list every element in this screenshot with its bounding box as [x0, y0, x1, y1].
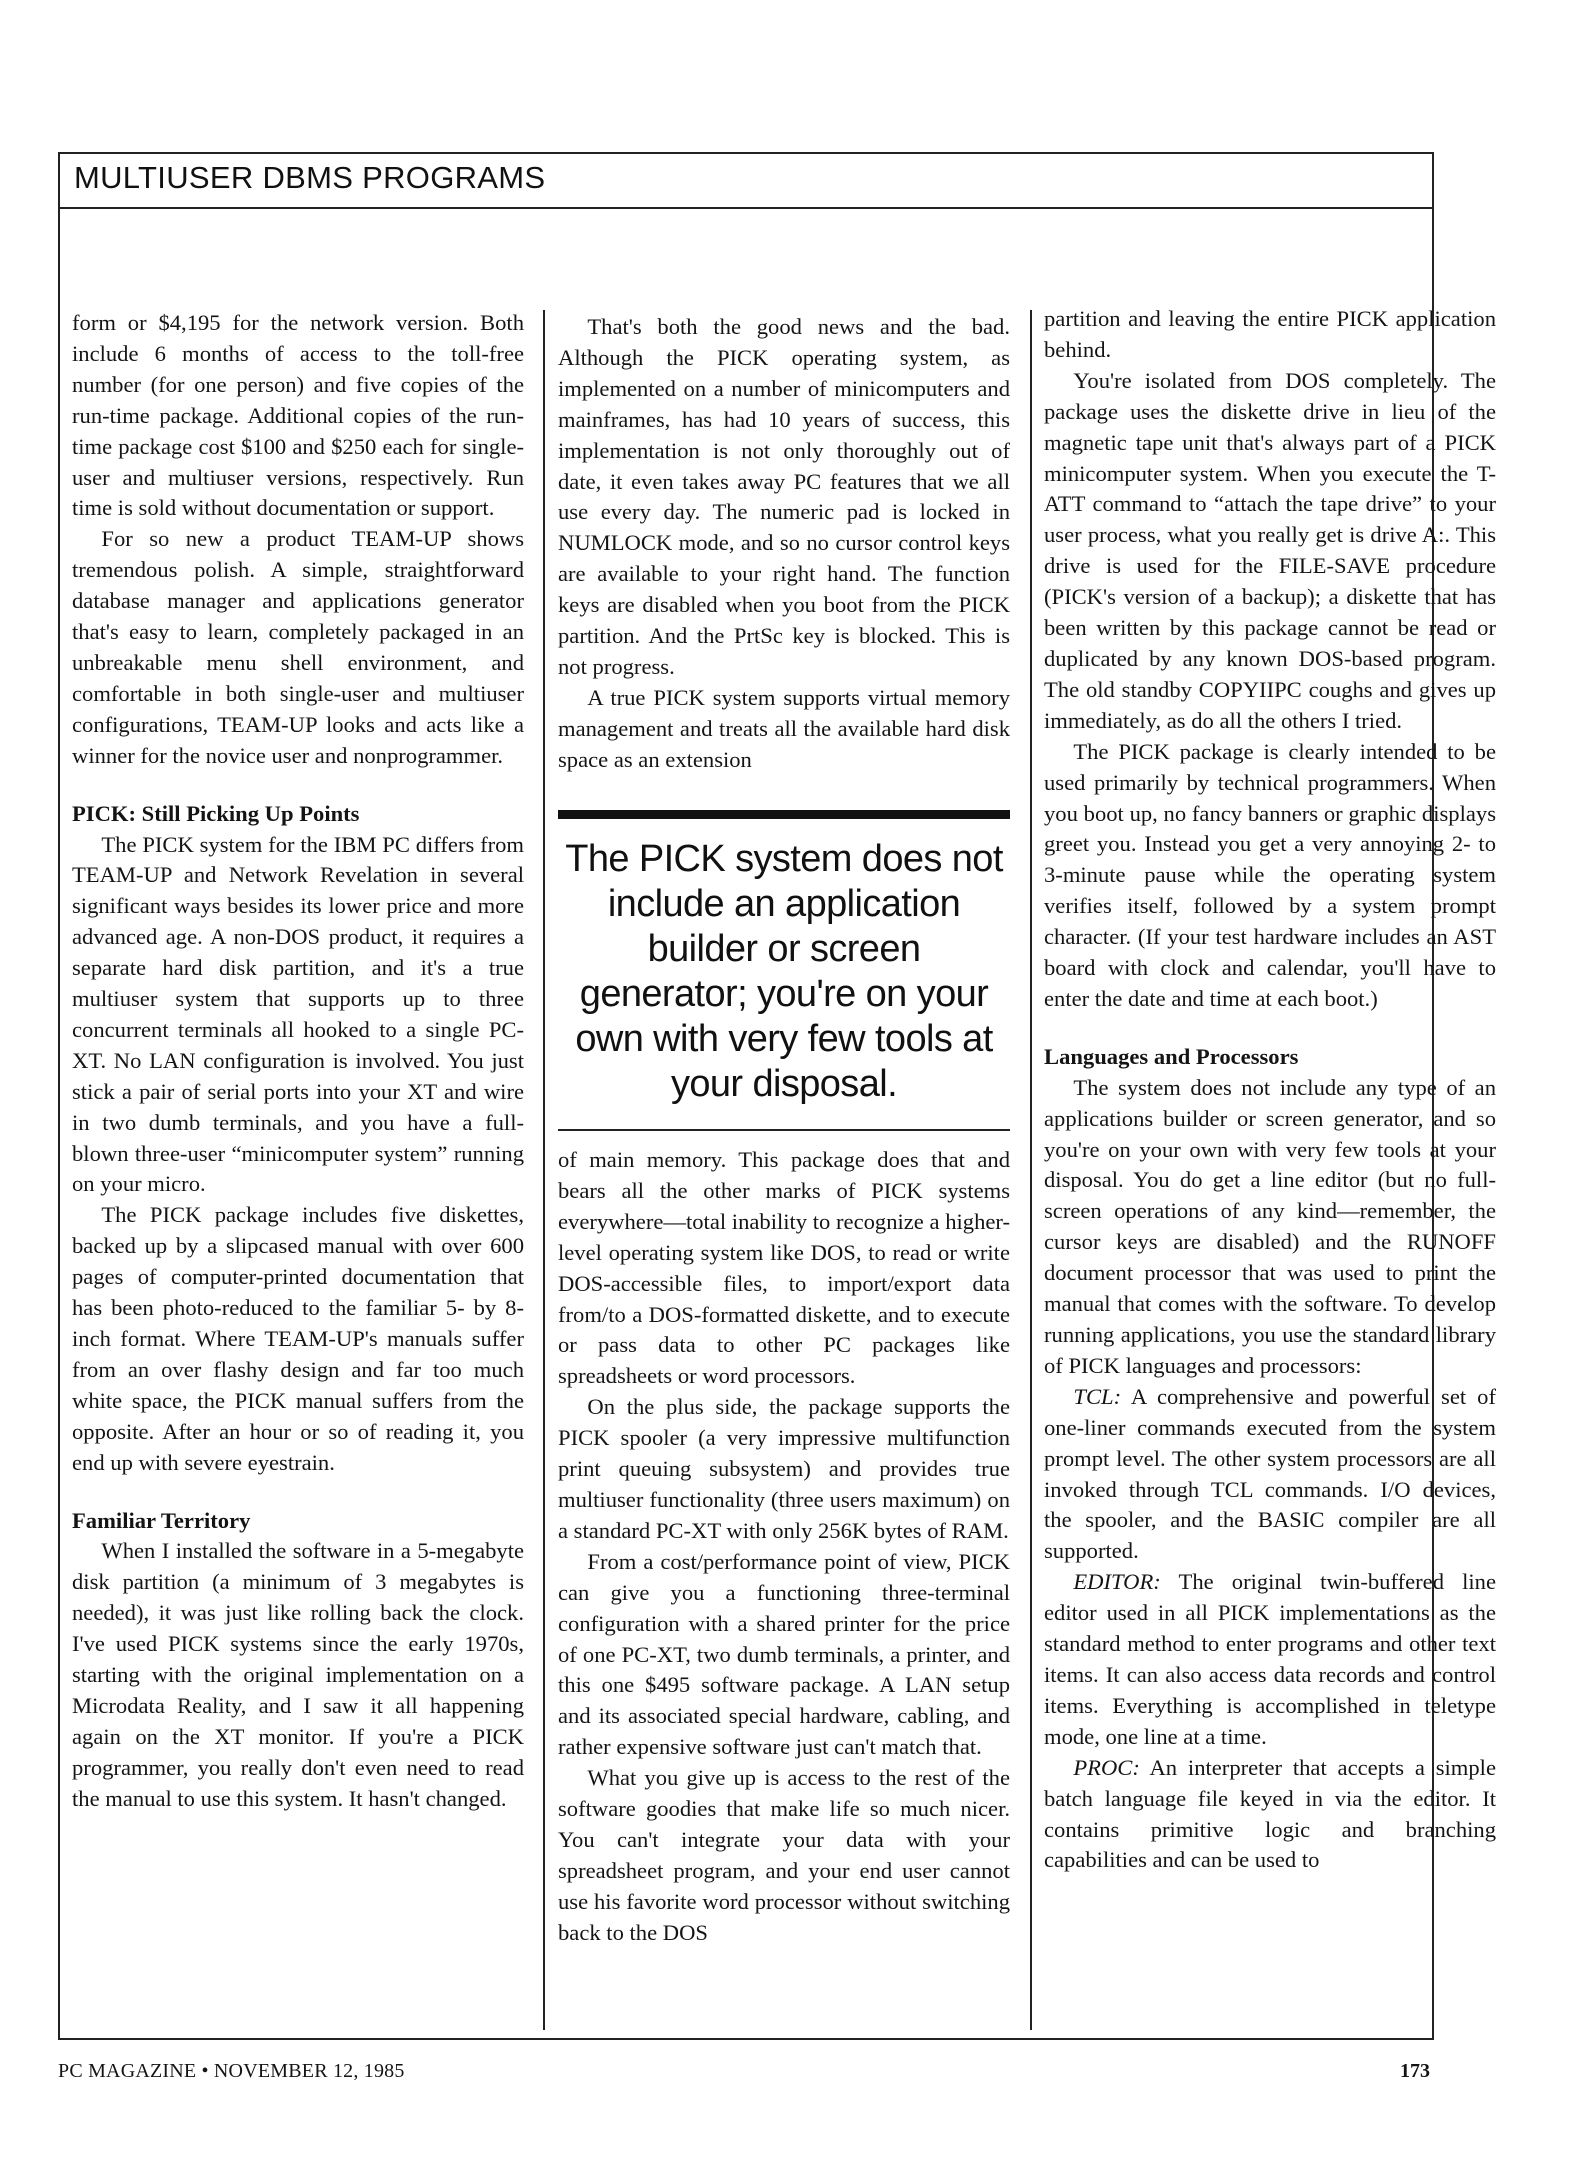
subheading-familiar-territory: Familiar Territory: [72, 1507, 251, 1533]
paragraph: The PICK package includes five diskettes, backed up by a slipcased manual with over 600 pages of computer-printed documentation that has been photo-reduced to the familiar 5- by 8-inch format. Where TEAM-UP's manuals suffer from an over flashy design and far too much white space, the PICK manual suffers from the opposite. After an hour or so of reading it, you end up with severe eyestrain.: [72, 1202, 524, 1475]
paragraph: On the plus side, the package supports the PICK spooler (a very impressive multifunction print queuing subsystem) and provides true multiuser functionality (three users maximum) on a standard PC-XT with only 256K bytes of RAM.: [558, 1394, 1010, 1543]
definition-proc: An interpreter that accepts a simple batch language file keyed in via the editor. It contains primitive logic and branching capabilities and can be used to: [1044, 1754, 1496, 1873]
definition-tcl: A comprehensive and powerful set of one-liner commands executed from the system prompt level. The other system processors are all invoked through TCL commands. I/O devices, the spooler, and the BASIC compiler are all supported.: [1044, 1383, 1496, 1564]
column-2: [558, 312, 1010, 2022]
column-rule-left: [543, 310, 545, 2030]
paragraph-proc: [1044, 1753, 1496, 1877]
paragraph-editor: [1044, 1567, 1496, 1752]
paragraph: From a cost/performance point of view, PICK can give you a functioning three-terminal configuration with a shared printer for the price of one PC-XT, two dumb terminals, a printer, and this one $495 software package. A LAN setup and its associated special hardware, cabling, and rather expensive software just can't match that.: [558, 1548, 1010, 1760]
section-title: MULTIUSER DBMS PROGRAMS: [74, 160, 546, 195]
column-3: [1044, 304, 1496, 1876]
paragraph: That's both the good news and the bad. Although the PICK operating system, as implemented on a number of minicomputers and mainframes, has had 10 years of success, this implementation is not only thoroughly out of date, it even takes away PC features that we all use every day. The numeric pad is locked in NUMLOCK mode, and so no cursor control keys are available to your right hand. The function keys are disabled when you boot from the PICK partition. And the PrtSc key is blocked. This is not progress.: [558, 314, 1010, 679]
paragraph: You're isolated from DOS completely. The package uses the diskette drive in lieu of the magnetic tape unit that's always part of a PICK minicomputer system. When you execute the T-ATT command to “attach the tape drive” to your user process, what you really get is drive A:. This drive is used for the FILE-SAVE procedure (PICK's version of a backup); a diskette that has been written by this package cannot be read or duplicated by any known DOS-based program. The old standby COPYIIPC coughs and gives up immediately, as do all the others I tried.: [1044, 367, 1496, 733]
paragraph: The PICK system for the IBM PC differs from TEAM-UP and Network Revelation in several significant ways besides its lower price and more advanced age. A non-DOS product, it requires a separate hard disk partition, and it's a true multiuser system that supports up to three concurrent terminals all hooked to a single PC-XT. No LAN configuration is involved. You just stick a pair of serial ports into your XT and wire in two dumb terminals, and you have a full-blown three-user “minicomputer system” running on your micro.: [72, 831, 524, 1197]
paragraph: For so new a product TEAM-UP shows tremendous polish. A simple, straightforward database manager and applications generator that's easy to learn, completely packaged in an unbreakable menu shell environment, and comfortable in both single-user and multiuser configurations, TEAM-UP looks and acts like a winner for the novice user and nonprogrammer.: [72, 526, 524, 768]
column-rule-right: [1030, 310, 1032, 2030]
subheading-pick: PICK: Still Picking Up Points: [72, 800, 360, 826]
paragraph: The PICK package is clearly intended to be used primarily by technical programmers. When you boot up, no fancy banners or graphic displays greet you. Instead you get a very annoying 2- to 3-minute pause while the operating system verifies itself, followed by a system prompt character. (If your test hardware includes an AST board with clock and calendar, you'll have to enter the date and time at each boot.): [1044, 738, 1496, 1011]
paragraph: A true PICK system supports virtual memory management and treats all the available hard disk space as an extension: [558, 684, 1010, 772]
term-proc: PROC:: [1073, 1754, 1140, 1780]
magazine-footer: PC MAGAZINE • NOVEMBER 12, 1985: [58, 2060, 405, 2082]
paragraph: form or $4,195 for the network version. Both include 6 months of access to the toll-free number (for one person) and five copies of the run-time package. Additional copies of the run-time package cost $100 and $250 each for single-user and multiuser versions, respectively. Run time is sold without documentation or support.: [72, 310, 524, 521]
paragraph: partition and leaving the entire PICK application behind.: [1044, 306, 1496, 362]
subheading-languages: Languages and Processors: [1044, 1043, 1299, 1069]
page-number: 173: [1400, 2060, 1430, 2082]
definition-editor: The original twin-buffered line editor used in all PICK implementations as the standard method to enter programs and other text items. It can also access data records and control items. Everything is accomplished in teletype mode, one line at a time.: [1044, 1569, 1496, 1749]
paragraph: When I installed the software in a 5-megabyte disk partition (a minimum of 3 megabytes is needed), it was just like rolling back the clock. I've used PICK systems since the early 1970s, starting with the original implementation on a Microdata Reality, and I saw it all happening again on the XT monitor. If you're a PICK programmer, you really don't even need to read the manual to use this system. It hasn't changed.: [72, 1538, 524, 1811]
paragraph-tcl: [1044, 1382, 1496, 1567]
term-editor: EDITOR:: [1073, 1569, 1161, 1595]
paragraph: of main memory. This package does that and bears all the other marks of PICK systems everywhere—total inability to recognize a higher-level operating system like DOS, to read or write DOS-accessible files, to import/export data from/to a DOS-formatted diskette, and to execute or pass data to other PC packages like spreadsheets or word processors.: [558, 1147, 1010, 1389]
header-divider: [58, 207, 1434, 209]
paragraph: What you give up is access to the rest of the software goodies that make life so much nicer. You can't integrate your data with your spreadsheet program, and your end user cannot use his favorite word processor without switching back to the DOS: [558, 1765, 1010, 1945]
pull-quote: The PICK system does not include an application builder or screen generator; you're on your own with very few tools at your disposal.: [558, 810, 1010, 1131]
paragraph: The system does not include any type of an applications builder or screen generator, and so you're on your own with very few tools at your disposal. You do get a line editor (but no full-screen operations of any kind—remember, the cursor keys are disabled) and the RUNOFF document processor that was used to print the manual that comes with the software. To develop running applications, you use the standard library of PICK languages and processors:: [1044, 1074, 1496, 1378]
term-tcl: TCL:: [1073, 1383, 1122, 1409]
column-1: [72, 308, 524, 1815]
